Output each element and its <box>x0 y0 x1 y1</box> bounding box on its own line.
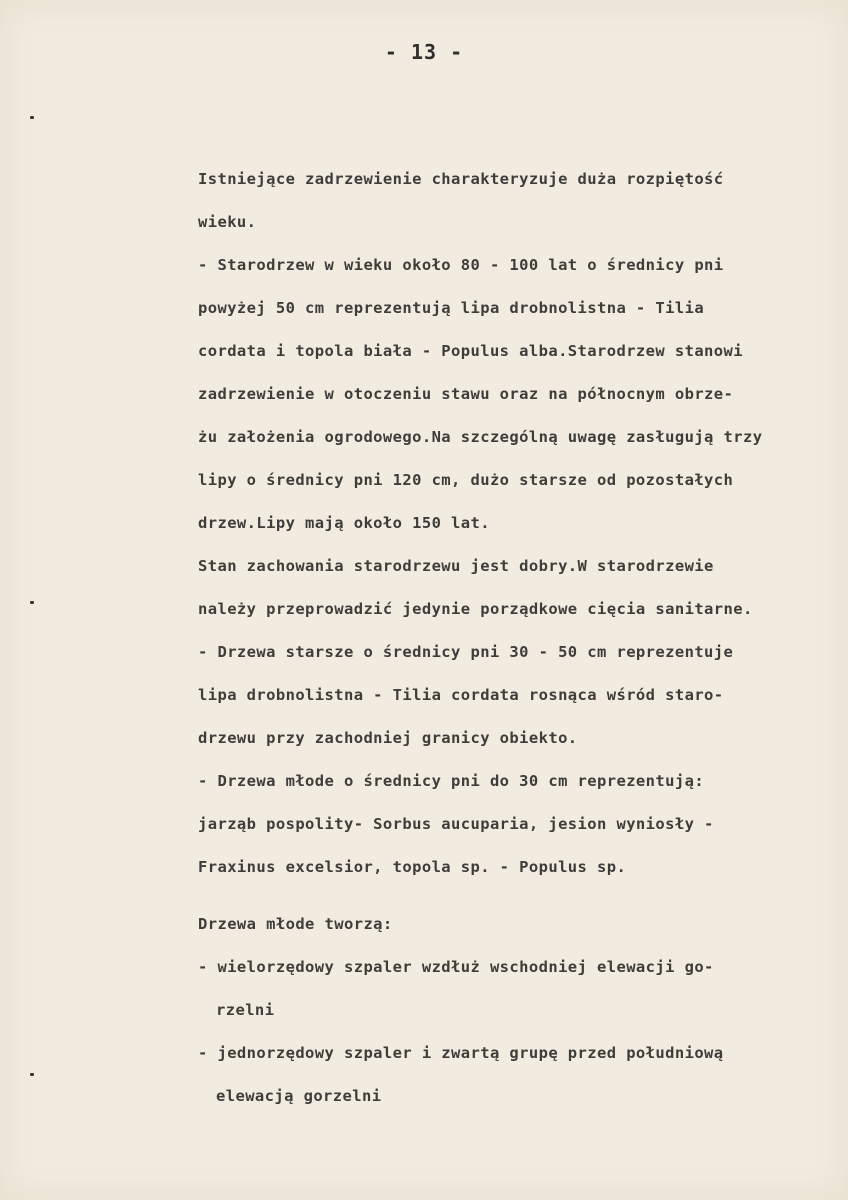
text-line: elewacją gorzelni <box>216 1087 382 1105</box>
text-line: jarząb pospolity- Sorbus aucuparia, jesion wyniosły - <box>198 815 714 833</box>
text-line: drzewu przy zachodniej granicy obiekto. <box>198 729 578 747</box>
text-line: lipy o średnicy pni 120 cm, dużo starsze od pozostałych <box>198 471 734 489</box>
text-line: - wielorzędowy szpaler wzdłuż wschodniej elewacji go- <box>198 958 714 976</box>
text-line: - Drzewa starsze o średnicy pni 30 - 50 cm reprezentuje <box>198 643 734 661</box>
text-line: lipa drobnolistna - Tilia cordata rosnąca wśród staro- <box>198 686 724 704</box>
text-line: rzelni <box>216 1001 275 1019</box>
text-line: żu założenia ogrodowego.Na szczególną uwagę zasługują trzy <box>198 428 763 446</box>
margin-mark-middle <box>30 601 34 604</box>
text-line: - Starodrzew w wieku około 80 - 100 lat o średnicy pni <box>198 256 724 274</box>
margin-mark-bottom <box>30 1073 34 1076</box>
margin-mark-top <box>30 116 34 119</box>
text-line: zadrzewienie w otoczeniu stawu oraz na północnym obrze- <box>198 385 734 403</box>
text-line: powyżej 50 cm reprezentują lipa drobnolistna - Tilia <box>198 299 705 317</box>
text-line: Drzewa młode tworzą: <box>198 915 393 933</box>
text-line: - jednorzędowy szpaler i zwartą grupę przed południową <box>198 1044 724 1062</box>
text-line: drzew.Lipy mają około 150 lat. <box>198 514 490 532</box>
text-line: Stan zachowania starodrzewu jest dobry.W starodrzewie <box>198 557 714 575</box>
text-line: cordata i topola biała - Populus alba.Starodrzew stanowi <box>198 342 743 360</box>
page-number: - 13 - <box>384 40 464 64</box>
text-line: należy przeprowadzić jedynie porządkowe cięcia sanitarne. <box>198 600 753 618</box>
text-line: wieku. <box>198 213 257 231</box>
text-line: - Drzewa młode o średnicy pni do 30 cm reprezentują: <box>198 772 705 790</box>
text-line: Istniejące zadrzewienie charakteryzuje duża rozpiętość <box>198 170 724 188</box>
text-line: Fraxinus excelsior, topola sp. - Populus sp. <box>198 858 627 876</box>
